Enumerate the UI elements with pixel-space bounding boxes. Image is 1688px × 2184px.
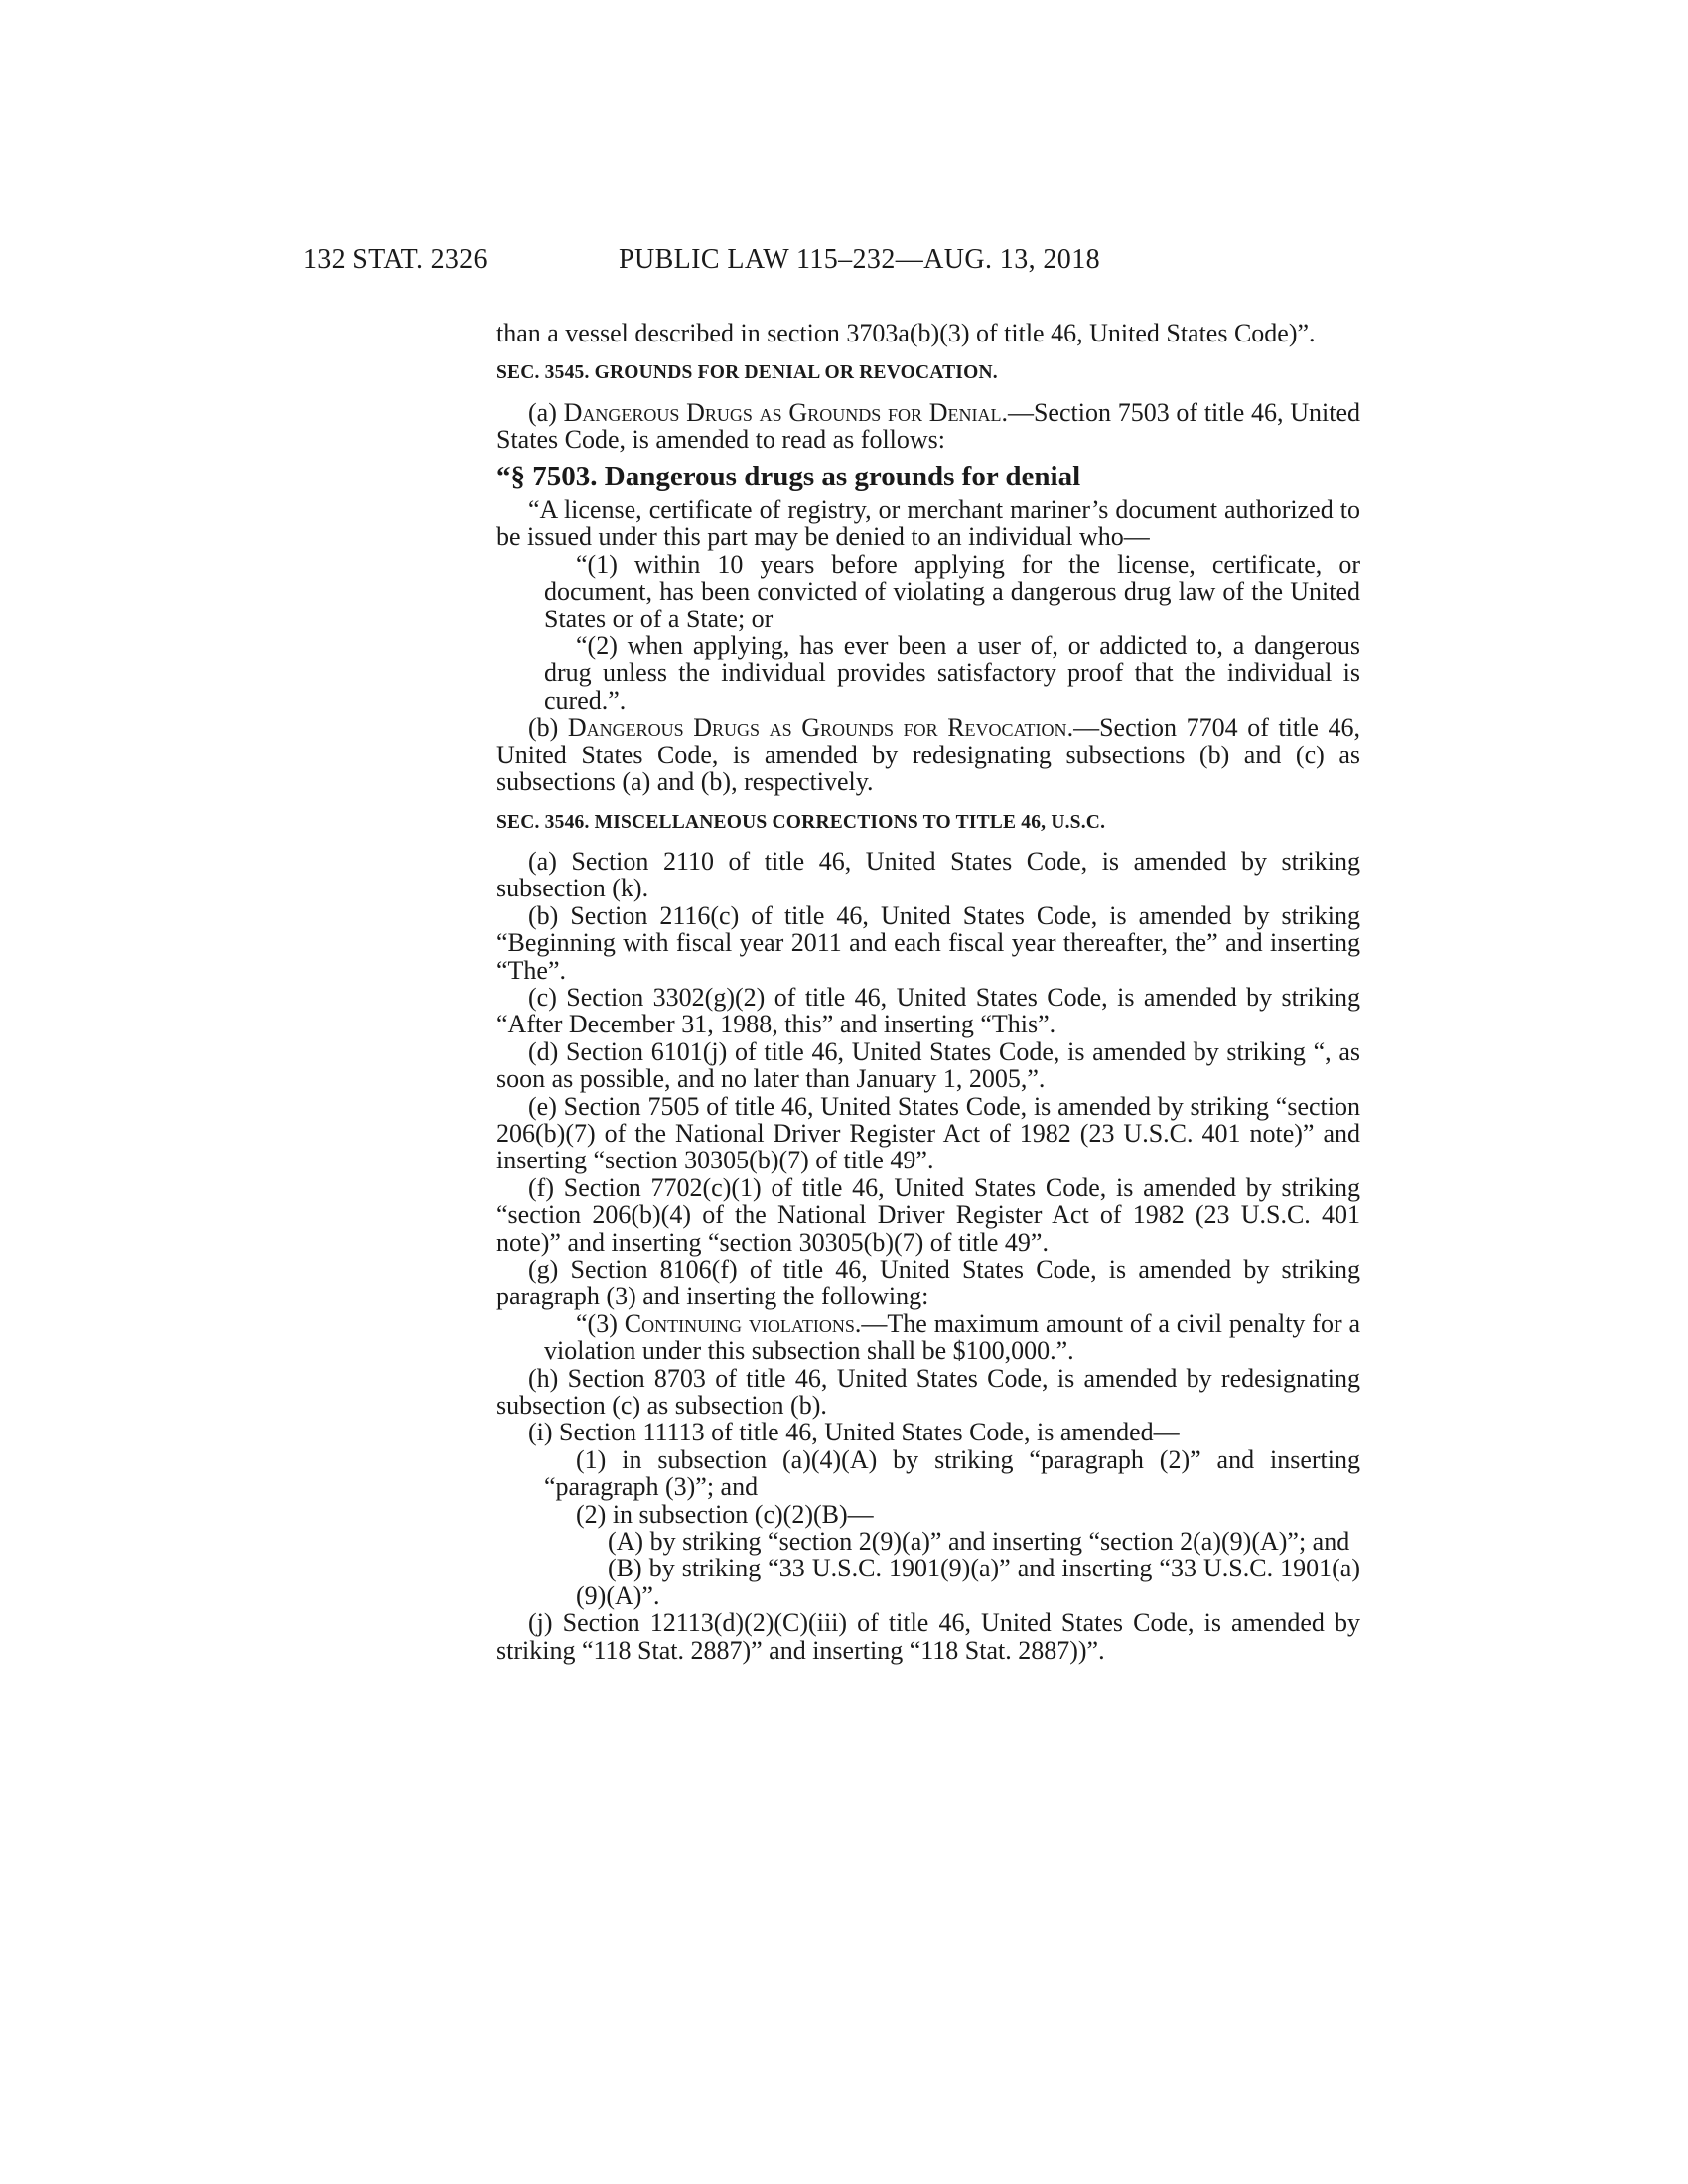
statute-page-number: 132 STAT. 2326 <box>303 244 488 275</box>
section-7503-intro: “A license, certificate of registry, or merchant mariner’s document authorized to be issued under this part may be denied to an individual who— <box>496 495 1360 552</box>
subsection-text: .—Section 7704 of title 46, United States Code, is amended by redesignating subsections (b) and (c) as subsections (a) and (b), respectively. <box>496 713 1360 797</box>
page-body <box>496 320 1360 1664</box>
paragraph-text: .—The maximum amount of a civil penalty for a violation under this subsection shall be $100,000.”. <box>544 1308 1361 1366</box>
subsection-3546-g: (g) Section 8106(f) of title 46, United States Code, is amended by striking paragraph (3) and inserting the following: <box>496 1255 1360 1311</box>
subsection-3546-b: (b) Section 2116(c) of title 46, United States Code, is amended by striking “Beginning with fiscal year 2011 and each fiscal year thereafter, the” and inserting “The”. <box>496 900 1360 985</box>
subsection-3546-d: (d) Section 6101(j) of title 46, United States Code, is amended by striking “, as soon as possible, and no later than January 1, 2005,”. <box>496 1036 1360 1094</box>
subsection-3546-c: (c) Section 3302(g)(2) of title 46, United States Code, is amended by striking “After December 31, 1988, this” and inserting “This”. <box>496 982 1360 1039</box>
section-7503-item-1: “(1) within 10 years before applying for the license, certificate, or document, has been convicted of violating a dangerous drug law of the United States or of a State; or <box>544 549 1360 633</box>
subsection-3546-e: (e) Section 7505 of title 46, United States Code, is amended by striking “section 206(b)(7) of the National Driver Register Act of 1982 (23 U.S.C. 401 note)” and inserting “section 30305(b)(7) of title 49”. <box>496 1091 1360 1175</box>
subsection-3546-f: (f) Section 7702(c)(1) of title 46, United States Code, is amended by striking “section 206(b)(4) of the National Driver Register Act of 1982 (23 U.S.C. 401 note)” and inserting “section 30305(b)(7) of title 49”. <box>496 1172 1360 1257</box>
subparagraph-3546-i-2-A: (A) by striking “section 2(9)(a)” and inserting “section 2(a)(9)(A)”; and <box>608 1527 1350 1557</box>
subsection-caption: Dangerous Drugs as Grounds for Denial <box>563 397 1002 427</box>
subsection-marker: (b) <box>528 713 568 743</box>
paragraph-3546-i-2: (2) in subsection (c)(2)(B)— <box>576 1499 874 1529</box>
paragraph-marker: “(3) <box>576 1308 625 1338</box>
paragraph-3546-g-3 <box>496 1310 1360 1365</box>
section-3545-heading: SEC. 3545. GROUNDS FOR DENIAL OR REVOCATION. <box>496 362 998 384</box>
section-7503-heading: “§ 7503. Dangerous drugs as grounds for denial <box>496 460 1081 492</box>
paragraph-3546-i-1: (1) in subsection (a)(4)(A) by striking “paragraph (2)” and inserting “paragraph (3)”; and <box>544 1444 1360 1502</box>
section-7503-item-2: “(2) when applying, has ever been a user of, or addicted to, a dangerous drug unless the individual provides satisfactory proof that the individual is cured.”. <box>544 631 1360 715</box>
subsection-3545-b <box>496 714 1360 795</box>
subsection-marker: (a) <box>528 397 564 427</box>
paragraph-caption: Continuing violations <box>624 1308 855 1338</box>
subparagraph-3546-i-2-B: (B) by striking “33 U.S.C. 1901(9)(a)” and inserting “33 U.S.C. 1901(a)(9)(A)”. <box>576 1554 1360 1610</box>
subsection-3546-a: (a) Section 2110 of title 46, United States Code, is amended by striking subsection (k). <box>496 846 1360 903</box>
subsection-3546-i: (i) Section 11113 of title 46, United States Code, is amended— <box>528 1418 1180 1447</box>
page-header <box>303 244 1425 284</box>
section-3546-heading: SEC. 3546. MISCELLANEOUS CORRECTIONS TO TITLE 46, U.S.C. <box>496 811 1106 833</box>
subsection-3546-h: (h) Section 8703 of title 46, United States Code, is amended by redesignating subsection (c) as subsection (b). <box>496 1363 1360 1421</box>
continuation-paragraph: than a vessel described in section 3703a(b)(3) of title 46, United States Code)”. <box>496 319 1316 347</box>
subsection-caption: Dangerous Drugs as Grounds for Revocation <box>567 713 1067 743</box>
running-title: PUBLIC LAW 115–232—AUG. 13, 2018 <box>619 244 1100 275</box>
subsection-text: .—Section 7503 of title 46, United States Code, is amended to read as follows: <box>496 397 1361 455</box>
subsection-3545-a <box>496 399 1360 454</box>
subsection-3546-j: (j) Section 12113(d)(2)(C)(iii) of title 46, United States Code, is amended by striking “118 Stat. 2887)” and inserting “118 Stat. 2887))”. <box>496 1608 1360 1665</box>
